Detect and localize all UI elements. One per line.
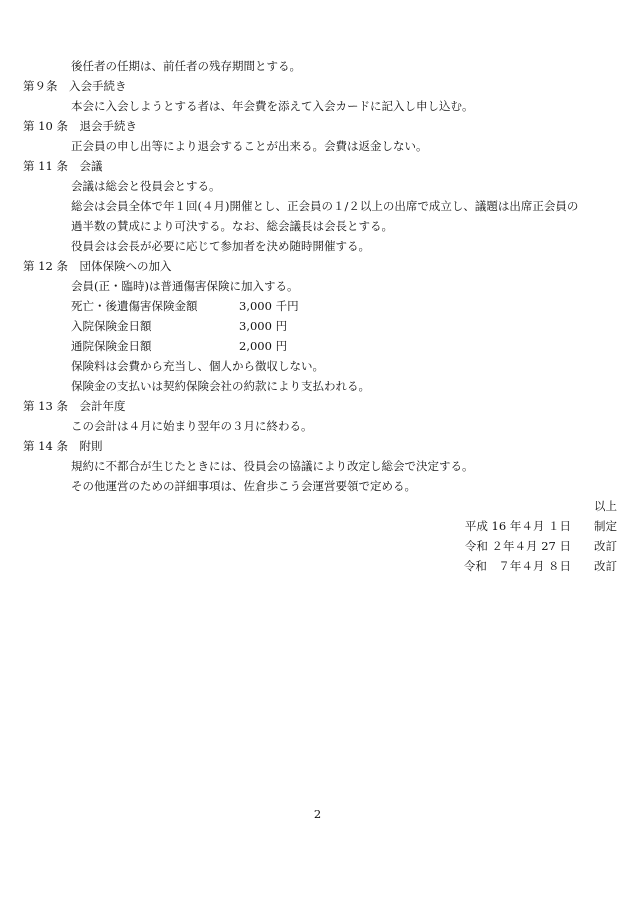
article-12-after-line-1: 保険料は会費から充当し、個人から徴収しない。 <box>71 359 324 373</box>
insurance-amount: 3,000 円 <box>239 319 288 333</box>
history-row <box>464 559 617 573</box>
history-row <box>465 539 617 553</box>
history-date: 平成 16 年４月 １日 <box>464 519 571 533</box>
article-12-line-1: 会員(正・臨時)は普通傷害保険に加入する。 <box>71 279 299 293</box>
insurance-amount: 2,000 円 <box>239 339 288 353</box>
history-action: 改訂 <box>594 539 617 553</box>
continuation-line: 後任者の任期は、前任者の残存期間とする。 <box>71 59 301 73</box>
page-number: 2 <box>313 807 322 821</box>
insurance-row <box>71 339 288 353</box>
history-date: 令和 ２年４月 27 日 <box>464 539 571 553</box>
article-9-line-1: 本会に入会しようとする者は、年会費を添えて入会カードに記入し申し込む。 <box>71 99 474 113</box>
article-9-heading: 第９条 入会手続き <box>23 79 127 93</box>
insurance-label: 死亡・後遺傷害保険金額 <box>71 299 198 313</box>
article-11-line-1: 会議は総会と役員会とする。 <box>71 179 221 193</box>
article-11-heading: 第 11 条 会議 <box>23 159 103 173</box>
insurance-row <box>71 299 299 313</box>
article-11-line-3: 過半数の賛成により可決する。なお、総会議長は会長とする。 <box>71 219 393 233</box>
closing-mark: 以上 <box>594 499 617 513</box>
article-10-heading: 第 10 条 退会手続き <box>23 119 137 133</box>
article-10-line-1: 正会員の申し出等により退会することが出来る。会費は返金しない。 <box>71 139 428 153</box>
insurance-row <box>71 319 288 333</box>
insurance-label: 通院保険金日額 <box>71 339 152 353</box>
history-row <box>465 519 617 533</box>
article-14-line-1: 規約に不都合が生じたときには、役員会の協議により改定し総会で決定する。 <box>71 459 474 473</box>
article-12-after-line-2: 保険金の支払いは契約保険会社の約款により支払われる。 <box>71 379 370 393</box>
insurance-amount: 3,000 千円 <box>239 299 299 313</box>
article-14-line-2: その他運営のための詳細事項は、佐倉歩こう会運営要領で定める。 <box>71 479 416 493</box>
article-13-line-1: この会計は４月に始まり翌年の３月に終わる。 <box>71 419 313 433</box>
article-14-heading: 第 14 条 附則 <box>23 439 103 453</box>
history-date: 令和 ７年４月 ８日 <box>463 559 571 573</box>
history-action: 制定 <box>594 519 617 533</box>
history-action: 改訂 <box>594 559 617 573</box>
article-12-heading: 第 12 条 団体保険への加入 <box>23 259 172 273</box>
insurance-label: 入院保険金日額 <box>71 319 152 333</box>
article-13-heading: 第 13 条 会計年度 <box>23 399 126 413</box>
article-11-line-4: 役員会は会長が必要に応じて参加者を決め随時開催する。 <box>71 239 370 253</box>
article-11-line-2: 総会は会員全体で年１回(４月)開催とし、正会員の１/２以上の出席で成立し、議題は出席正会員の <box>71 199 579 213</box>
